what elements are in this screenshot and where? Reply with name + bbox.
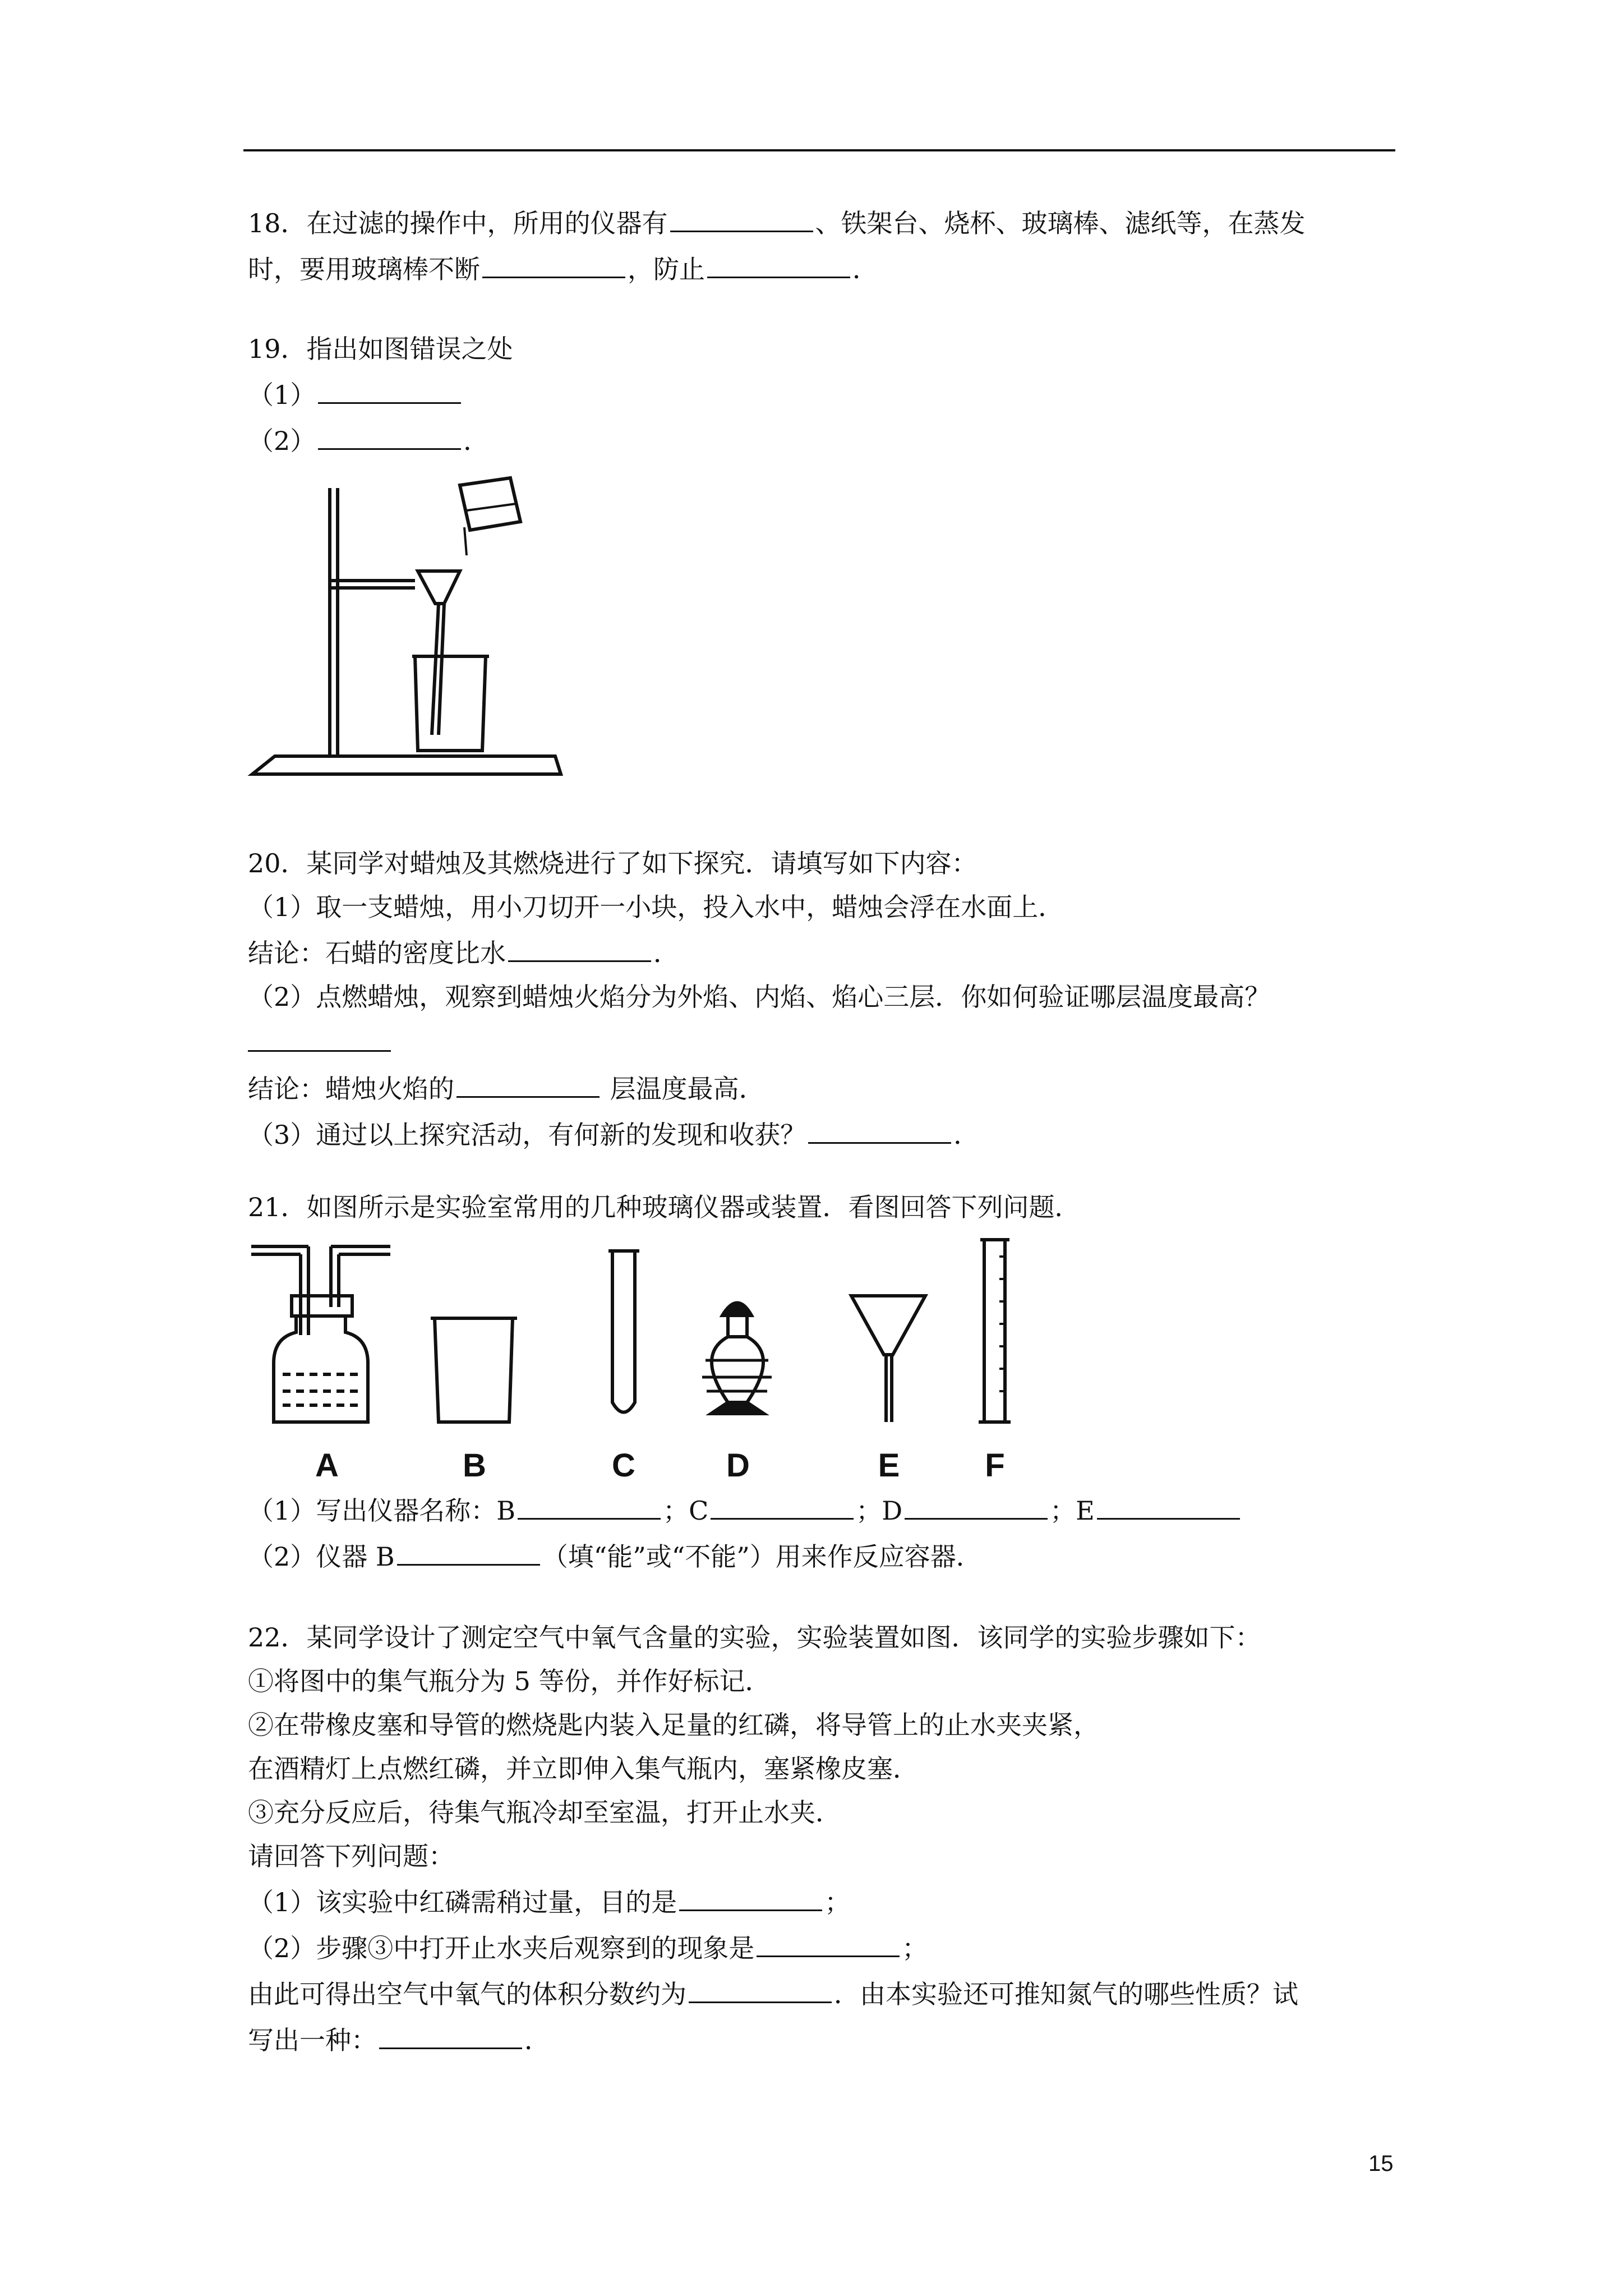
- answer-blank[interactable]: [248, 1019, 391, 1052]
- answer-blank[interactable]: [508, 929, 651, 962]
- header-rule: [243, 149, 1395, 151]
- label-f: F: [985, 1447, 1005, 1481]
- instrument-d-alcohol-lamp: [702, 1303, 772, 1414]
- label-c: C: [612, 1447, 635, 1481]
- label-a: A: [315, 1447, 339, 1481]
- answer-blank[interactable]: [808, 1111, 951, 1144]
- question-21-answers: （1）写出仪器名称：B ；C ；D ；E （2）仪器 B （填“能”或“不能”）用来作反应容器．: [248, 1487, 1403, 1579]
- question-18: 18．在过滤的操作中，所用的仪器有 、铁架台、烧杯、玻璃棒、滤纸等，在蒸发 时，要用玻璃棒不断 ，防止 ．: [248, 199, 1403, 291]
- page-number: 15: [1368, 2151, 1394, 2176]
- answer-blank[interactable]: [689, 1970, 832, 2003]
- answer-blank[interactable]: [1097, 1487, 1240, 1520]
- answer-blank[interactable]: [379, 2016, 522, 2049]
- label-d: D: [726, 1447, 750, 1481]
- question-19: 19．指出如图错误之处 （1） （2） ．: [248, 334, 513, 456]
- question-21: 21．如图所示是实验室常用的几种玻璃仪器或装置．看图回答下列问题．: [248, 1192, 1081, 1222]
- answer-blank[interactable]: [518, 1487, 661, 1520]
- filtration-apparatus-figure: [247, 471, 572, 785]
- instrument-c-test-tube: [608, 1251, 639, 1412]
- question-20: 20．某同学对蜡烛及其燃烧进行了如下探究．请填写如下内容： （1）取一支蜡烛，用小刀切开一小块，投入水中，蜡烛会浮在水面上． 结论：石蜡的密度比水 ． （2）点燃蜡烛，观察到蜡烛火焰分为外焰、内焰、焰心三层．你如何验证哪层温度最高？ 结论：蜡烛火焰的 层温度最高． （3）通过以上探究活动，有何新的发现和收获？ ．: [248, 848, 1271, 1150]
- answer-blank[interactable]: [318, 417, 461, 450]
- answer-blank[interactable]: [707, 245, 850, 278]
- answer-blank[interactable]: [905, 1487, 1048, 1520]
- answer-blank[interactable]: [711, 1487, 854, 1520]
- label-e: E: [878, 1447, 900, 1481]
- answer-blank[interactable]: [679, 1878, 822, 1911]
- answer-blank[interactable]: [757, 1924, 900, 1957]
- instrument-a-gas-bottle: [251, 1246, 390, 1422]
- answer-blank[interactable]: [482, 245, 625, 278]
- question-22: 22．某同学设计了测定空气中氧气含量的实验，实验装置如图．该同学的实验步骤如下： ①将图中的集气瓶分为 5 等份，并作好标记． ②在带橡皮塞和导管的燃烧匙内装入足量的红磷，将导管上的止水夹夹紧， 在酒精灯上点燃红磷，并立即伸入集气瓶内，塞紧橡皮塞． ③充分反应后，待集气瓶冷却至室温，打开止水夹． 请回答下列问题： （1）该实验中红磷需稍过量，目的是 ； （2）步骤③中打开止水夹后观察到的现象是 ； 由此可得出空气中氧气的体积分数约为 ．由本实验还可推知氮气的哪些性质？试 写出一种： ．: [248, 1622, 1298, 2055]
- answer-blank[interactable]: [318, 371, 461, 404]
- answer-blank[interactable]: [670, 199, 813, 232]
- answer-blank[interactable]: [397, 1533, 540, 1566]
- instrument-b-beaker: [431, 1318, 517, 1422]
- answer-blank[interactable]: [457, 1065, 600, 1098]
- glassware-figure: [247, 1234, 1144, 1481]
- instrument-e-funnel: [851, 1296, 925, 1422]
- label-b: B: [463, 1447, 486, 1481]
- instrument-f-graduated-cylinder: [979, 1240, 1011, 1422]
